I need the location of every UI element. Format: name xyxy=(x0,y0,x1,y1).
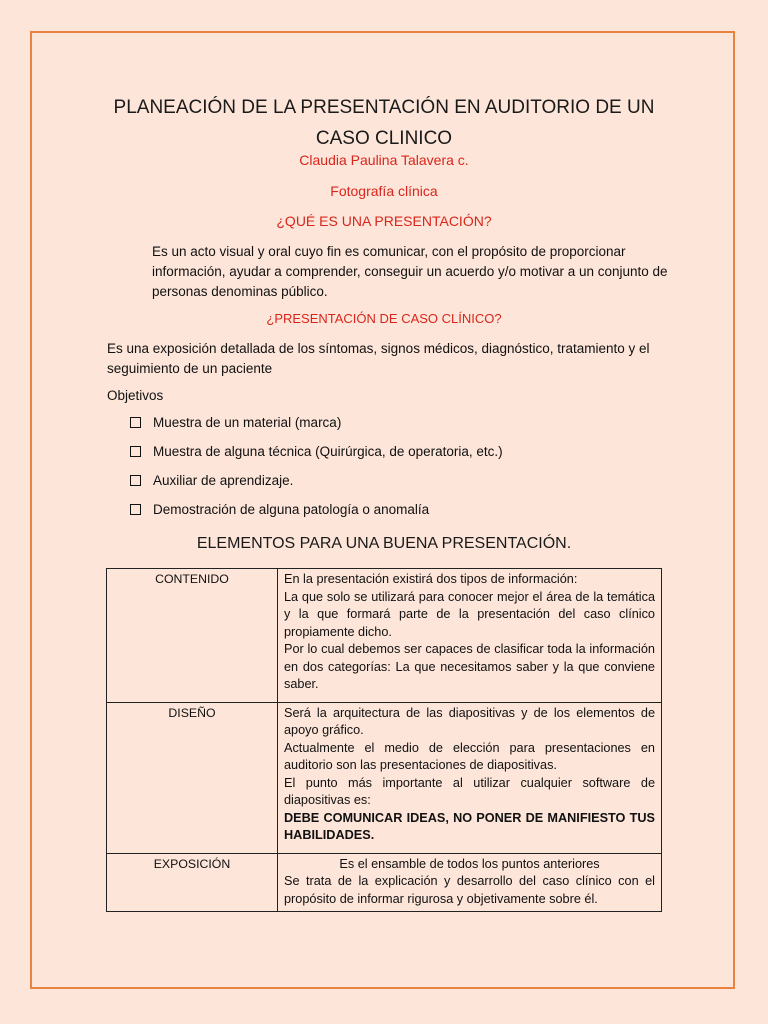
elements-table xyxy=(106,568,662,912)
cell-text: Por lo cual debemos ser capaces de clasificar toda la información en dos categorías: La que necesitamos saber y la que conviene saber. xyxy=(284,642,655,691)
row-label-diseno: DISEÑO xyxy=(107,702,278,853)
caso-clinico-paragraph xyxy=(107,339,650,379)
objective-text: Muestra de alguna técnica (Quirúrgica, de operatoria, etc.) xyxy=(153,444,503,459)
cell-text: Actualmente el medio de elección para presentaciones en auditorio son las presentaciones de diapositivas. xyxy=(284,740,655,772)
row-body-exposicion xyxy=(278,853,662,912)
objective-text: Auxiliar de aprendizaje. xyxy=(153,473,294,488)
row-label-contenido: CONTENIDO xyxy=(107,569,278,703)
objective-text: Demostración de alguna patología o anomalía xyxy=(153,502,430,517)
caso-clinico-line: seguimiento de un paciente xyxy=(107,361,273,376)
checkbox-bullet-icon xyxy=(130,417,141,428)
cell-text: El punto más importante al utilizar cualquier software de diapositivas es: xyxy=(284,775,655,807)
course-name: Fotografía clínica xyxy=(330,183,438,199)
definition-paragraph xyxy=(152,242,668,302)
table-row xyxy=(107,853,662,912)
cell-text: La que solo se utilizará para conocer mejor el área de la temática y la que formará parte de la presentación del caso clínico propiamente dicho. xyxy=(284,589,655,639)
objective-text: Muestra de un material (marca) xyxy=(153,415,342,430)
row-body-contenido xyxy=(278,569,662,703)
author-name: Claudia Paulina Talavera c. xyxy=(299,152,469,168)
caso-clinico-line: Es una exposición detallada de los síntomas, signos médicos, diagnóstico, tratamiento y el xyxy=(107,341,650,356)
objectives-label: Objetivos xyxy=(107,388,164,403)
objective-item xyxy=(130,473,293,488)
table-row xyxy=(107,569,662,703)
definition-line: Es un acto visual y oral cuyo fin es comunicar, con el propósito de proporcionar xyxy=(152,244,626,259)
cell-text-emphasis: DEBE COMUNICAR IDEAS, NO PONER DE MANIFIESTO TUS HABILIDADES. xyxy=(284,810,655,842)
cell-text: Se trata de la explicación y desarrollo del caso clínico con el propósito de informar rigurosa y objetivamente sobre él. xyxy=(284,874,655,906)
row-label-exposicion: EXPOSICIÓN xyxy=(107,853,278,912)
section-heading-presentacion: ¿QUÉ ES UNA PRESENTACIÓN? xyxy=(276,213,492,229)
objective-item xyxy=(130,415,341,430)
row-body-diseno xyxy=(278,702,662,853)
checkbox-bullet-icon xyxy=(130,446,141,457)
definition-line: información, ayudar a comprender, conseguir un acuerdo y/o motivar a un conjunto de xyxy=(152,264,668,279)
definition-line: personas denominas público. xyxy=(152,284,328,299)
elements-heading: ELEMENTOS PARA UNA BUENA PRESENTACIÓN. xyxy=(196,535,572,552)
objective-item xyxy=(130,444,503,459)
cell-text: Es el ensamble de todos los puntos anteriores xyxy=(339,856,600,871)
checkbox-bullet-icon xyxy=(130,475,141,486)
title-line-1: PLANEACIÓN DE LA PRESENTACIÓN EN AUDITORIO DE UN xyxy=(113,97,655,118)
title-line-2: CASO CLINICO xyxy=(315,128,453,149)
section-heading-caso-clinico: ¿PRESENTACIÓN DE CASO CLÍNICO? xyxy=(266,311,502,326)
checkbox-bullet-icon xyxy=(130,504,141,515)
objective-item xyxy=(130,502,429,517)
table-row xyxy=(107,702,662,853)
cell-text: En la presentación existirá dos tipos de información: xyxy=(284,572,578,586)
cell-text: Será la arquitectura de las diapositivas y de los elementos de apoyo gráfico. xyxy=(284,705,655,737)
